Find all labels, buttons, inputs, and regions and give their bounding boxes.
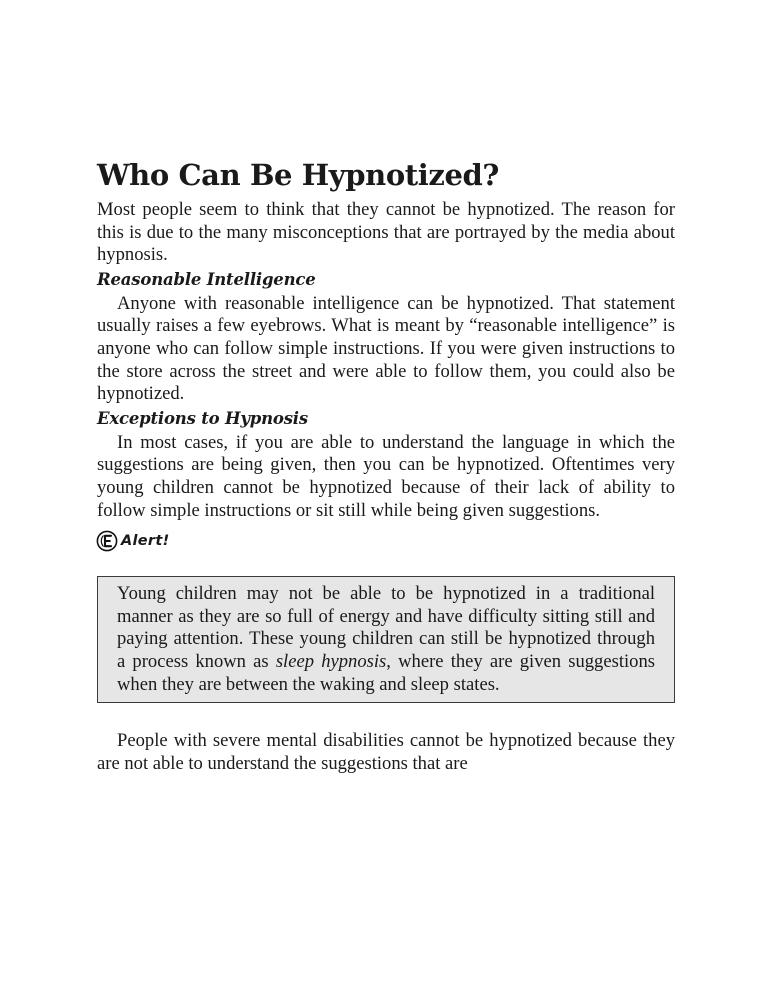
alert-label: Alert!: [121, 533, 170, 550]
alert-emphasis: sleep hypnosis: [275, 650, 387, 672]
section-heading-exceptions: Exceptions to Hypnosis: [97, 408, 308, 428]
page-content: [97, 152, 675, 775]
page-title: Who Can Be Hypnotized?: [97, 158, 499, 192]
alert-header: [96, 527, 675, 555]
section-body-reasonable-intelligence: Anyone with reasonable intelligence can be hypnotized. That statement usually raises a few eyebrows. What is meant by “reasonable intelligence” is anyone who can follow simple instructions. If you were given instructions to the store across the street and were able to follow them, you could also be hypnotized.: [97, 292, 675, 405]
alert-text-before: Young children may not be able to be hypnotized in a traditional manner as they are so full of energy and have difficulty sitting still and paying attention. These young children can still be hypnotized through a process known as: [117, 583, 655, 672]
section-heading-reasonable-intelligence: Reasonable Intelligence: [97, 269, 316, 289]
intro-paragraph: Most people seem to think that they cannot be hypnotized. The reason for this is due to the many misconceptions that are portrayed by the media about hypnosis.: [97, 199, 675, 266]
alert-e-icon: [96, 530, 118, 552]
alert-box: [97, 576, 675, 703]
section-body-exceptions: In most cases, if you are able to understand the language in which the suggestions are being given, then you can be hypnotized. Oftentimes very young children cannot be hypnotized because of their lack of ability to follow simple instructions or sit still while being given suggestions.: [97, 431, 675, 521]
final-paragraph: People with severe mental disabilities cannot be hypnotized because they are not able to understand the suggestions that are: [97, 730, 675, 774]
alert-text: [117, 583, 655, 696]
alert-text-after: , where they are given suggestions when they are between the waking and sleep states.: [117, 650, 656, 695]
